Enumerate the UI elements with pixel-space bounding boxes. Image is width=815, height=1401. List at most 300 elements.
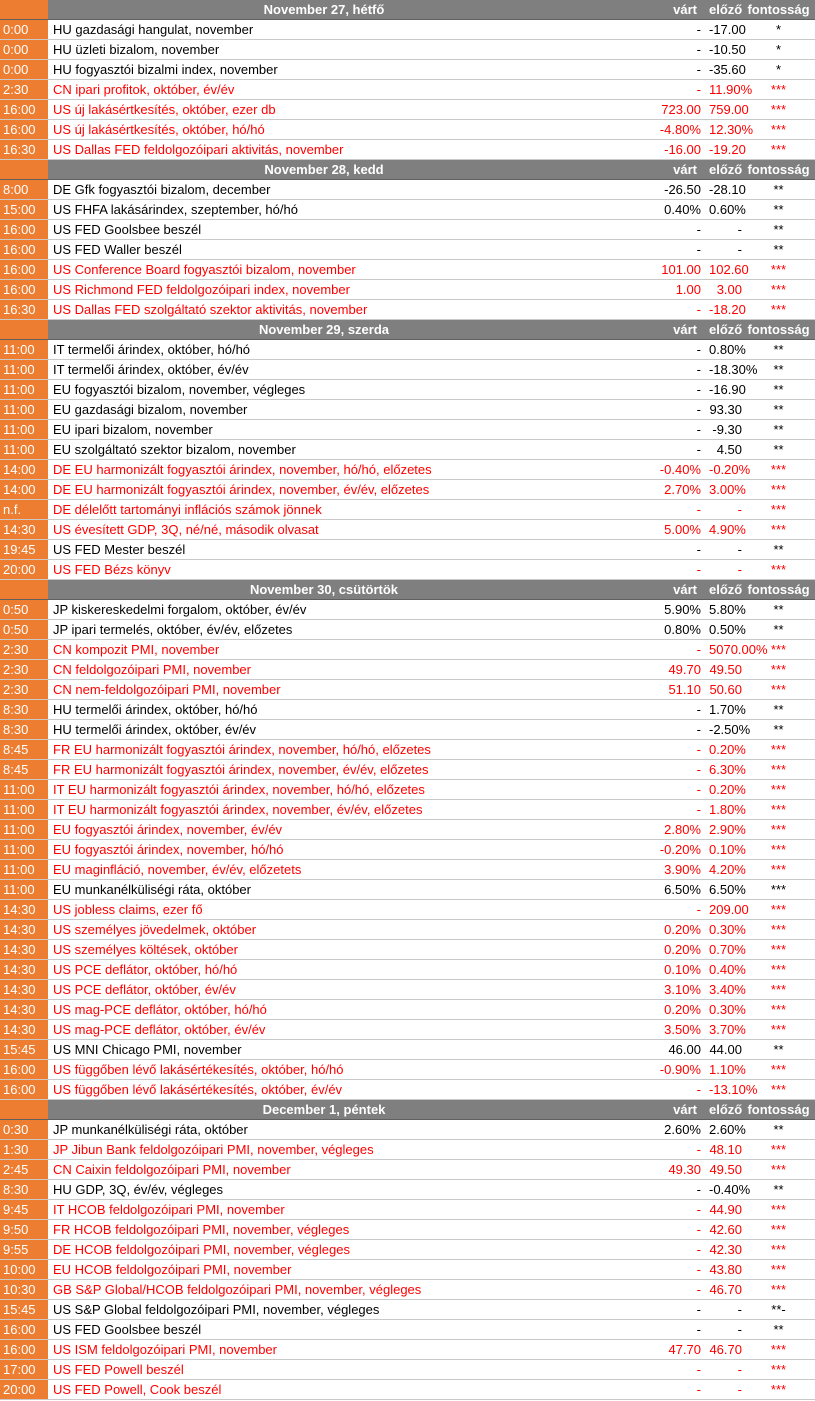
- event-time: 8:30: [0, 1180, 48, 1200]
- event-time: 16:00: [0, 120, 48, 140]
- importance-stars: **: [742, 1120, 815, 1140]
- expected-value: -: [600, 220, 709, 240]
- expected-value: 49.30: [600, 1160, 709, 1180]
- event-time: 15:45: [0, 1300, 48, 1320]
- event-time: 11:00: [0, 820, 48, 840]
- importance-stars: ***: [742, 1080, 815, 1100]
- event-row: [0, 220, 815, 240]
- expected-value: -: [600, 1240, 709, 1260]
- expected-value: 0.20%: [600, 940, 709, 960]
- importance-stars: **: [742, 1040, 815, 1060]
- event-time: 16:00: [0, 260, 48, 280]
- event-time: 16:00: [0, 220, 48, 240]
- event-time: 9:45: [0, 1200, 48, 1220]
- previous-value: 4.20%: [709, 860, 742, 880]
- event-name: IT termelői árindex, október, év/év: [48, 360, 600, 380]
- expected-value: -: [600, 1220, 709, 1240]
- event-row: [0, 660, 815, 680]
- expected-value: -: [600, 1200, 709, 1220]
- event-time: 20:00: [0, 560, 48, 580]
- importance-stars: ***: [742, 660, 815, 680]
- previous-value: 0.70%: [709, 940, 742, 960]
- event-row: [0, 180, 815, 200]
- importance-stars: ***: [742, 100, 815, 120]
- previous-value: 46.70: [709, 1340, 742, 1360]
- event-name: US ISM feldolgozóipari PMI, november: [48, 1340, 600, 1360]
- expected-value: -: [600, 780, 709, 800]
- event-name: HU termelői árindex, október, hó/hó: [48, 700, 600, 720]
- event-row: [0, 280, 815, 300]
- event-name: US jobless claims, ezer fő: [48, 900, 600, 920]
- expected-value: 6.50%: [600, 880, 709, 900]
- expected-value: -0.40%: [600, 460, 709, 480]
- expected-value: -: [600, 20, 709, 40]
- event-time: 1:30: [0, 1140, 48, 1160]
- importance-stars: *: [742, 20, 815, 40]
- importance-stars: **: [742, 360, 815, 380]
- event-row: [0, 1380, 815, 1400]
- event-row: [0, 780, 815, 800]
- previous-value: -35.60: [709, 60, 742, 80]
- event-row: [0, 20, 815, 40]
- event-name: EU szolgáltató szektor bizalom, november: [48, 440, 600, 460]
- day-header: [0, 580, 815, 600]
- expected-value: -: [600, 1180, 709, 1200]
- previous-value: 93.30: [709, 400, 742, 420]
- previous-value: 3.40%: [709, 980, 742, 1000]
- importance-stars: ***: [742, 300, 815, 320]
- expected-value: -: [600, 380, 709, 400]
- event-time: 11:00: [0, 440, 48, 460]
- event-row: [0, 800, 815, 820]
- event-time: 0:00: [0, 60, 48, 80]
- event-row: [0, 400, 815, 420]
- event-name: EU ipari bizalom, november: [48, 420, 600, 440]
- event-name: US új lakásértkesítés, október, ezer db: [48, 100, 600, 120]
- day-header: [0, 1100, 815, 1120]
- event-row: [0, 500, 815, 520]
- importance-stars: ***: [742, 1200, 815, 1220]
- previous-value: 1.10%: [709, 1060, 742, 1080]
- previous-value: 5070.00%: [709, 640, 742, 660]
- event-name: EU fogyasztói árindex, november, hó/hó: [48, 840, 600, 860]
- event-time: 8:30: [0, 720, 48, 740]
- previous-value: -28.10: [709, 180, 742, 200]
- event-row: [0, 1220, 815, 1240]
- importance-stars: ***: [742, 960, 815, 980]
- previous-value: 0.40%: [709, 960, 742, 980]
- importance-column-header: fontosság: [742, 1100, 815, 1120]
- event-name: US FED Bézs könyv: [48, 560, 600, 580]
- event-row: [0, 340, 815, 360]
- previous-value: 5.80%: [709, 600, 742, 620]
- event-name: HU termelői árindex, október, év/év: [48, 720, 600, 740]
- expected-value: 5.90%: [600, 600, 709, 620]
- previous-value: 0.20%: [709, 740, 742, 760]
- event-time: 15:00: [0, 200, 48, 220]
- importance-stars: ***: [742, 980, 815, 1000]
- expected-value: -: [600, 420, 709, 440]
- event-row: [0, 300, 815, 320]
- event-row: [0, 120, 815, 140]
- importance-column-header: fontosság: [742, 0, 815, 20]
- event-name: US PCE deflátor, október, év/év: [48, 980, 600, 1000]
- event-row: [0, 540, 815, 560]
- expected-value: -4.80%: [600, 120, 709, 140]
- previous-value: 3.70%: [709, 1020, 742, 1040]
- expected-value: -: [600, 720, 709, 740]
- event-row: [0, 860, 815, 880]
- event-row: [0, 700, 815, 720]
- importance-stars: ***: [742, 1160, 815, 1180]
- event-row: [0, 1160, 815, 1180]
- event-name: US FED Waller beszél: [48, 240, 600, 260]
- event-time: 9:55: [0, 1240, 48, 1260]
- event-time: 0:30: [0, 1120, 48, 1140]
- day-title: November 28, kedd: [48, 160, 600, 180]
- event-time: 14:30: [0, 1020, 48, 1040]
- importance-stars: ***: [742, 1380, 815, 1400]
- event-name: US személyes költések, október: [48, 940, 600, 960]
- previous-value: -0.40%: [709, 1180, 742, 1200]
- importance-stars: ***: [742, 120, 815, 140]
- event-name: US mag-PCE deflátor, október, hó/hó: [48, 1000, 600, 1020]
- event-name: GB S&P Global/HCOB feldolgozóipari PMI, november, végleges: [48, 1280, 600, 1300]
- event-name: US mag-PCE deflátor, október, év/év: [48, 1020, 600, 1040]
- previous-value: 3.00: [709, 280, 742, 300]
- expected-value: 0.40%: [600, 200, 709, 220]
- day-header: [0, 0, 815, 20]
- previous-value: 0.30%: [709, 1000, 742, 1020]
- expected-value: -: [600, 800, 709, 820]
- expected-value: -: [600, 740, 709, 760]
- event-row: [0, 460, 815, 480]
- importance-stars: ***: [742, 1280, 815, 1300]
- expected-value: -: [600, 1280, 709, 1300]
- event-name: IT EU harmonizált fogyasztói árindex, november, hó/hó, előzetes: [48, 780, 600, 800]
- event-name: IT EU harmonizált fogyasztói árindex, november, év/év, előzetes: [48, 800, 600, 820]
- expected-value: -: [600, 900, 709, 920]
- importance-stars: ***: [742, 1060, 815, 1080]
- event-row: [0, 560, 815, 580]
- expected-value: -16.00: [600, 140, 709, 160]
- expected-value: -: [600, 240, 709, 260]
- event-row: [0, 1060, 815, 1080]
- expected-value: -26.50: [600, 180, 709, 200]
- previous-value: 3.00%: [709, 480, 742, 500]
- day-title: November 29, szerda: [48, 320, 600, 340]
- event-time: 0:50: [0, 600, 48, 620]
- importance-stars: ***: [742, 1260, 815, 1280]
- previous-value: 2.90%: [709, 820, 742, 840]
- event-time: 2:30: [0, 660, 48, 680]
- event-name: US Dallas FED szolgáltató szektor aktivitás, november: [48, 300, 600, 320]
- event-name: FR HCOB feldolgozóipari PMI, november, végleges: [48, 1220, 600, 1240]
- previous-value: 1.70%: [709, 700, 742, 720]
- event-name: US függőben lévő lakásértékesítés, október, év/év: [48, 1080, 600, 1100]
- event-row: [0, 1360, 815, 1380]
- previous-value: 0.20%: [709, 780, 742, 800]
- previous-value: 43.80: [709, 1260, 742, 1280]
- expected-value: -: [600, 300, 709, 320]
- event-time: 2:30: [0, 680, 48, 700]
- event-time: 11:00: [0, 880, 48, 900]
- importance-stars: ***: [742, 1220, 815, 1240]
- event-name: EU fogyasztói bizalom, november, végleges: [48, 380, 600, 400]
- importance-stars: **: [742, 240, 815, 260]
- event-row: [0, 1120, 815, 1140]
- event-name: DE HCOB feldolgozóipari PMI, november, végleges: [48, 1240, 600, 1260]
- expected-value: 101.00: [600, 260, 709, 280]
- previous-value: 4.90%: [709, 520, 742, 540]
- event-time: 11:00: [0, 420, 48, 440]
- expected-value: -: [600, 400, 709, 420]
- importance-stars: *: [742, 60, 815, 80]
- importance-stars: **: [742, 1320, 815, 1340]
- previous-value: -: [709, 1320, 742, 1340]
- importance-stars: ***: [742, 680, 815, 700]
- event-name: IT termelői árindex, október, hó/hó: [48, 340, 600, 360]
- expected-value: 3.90%: [600, 860, 709, 880]
- expected-value: 0.20%: [600, 920, 709, 940]
- event-row: [0, 1180, 815, 1200]
- expected-value: -: [600, 360, 709, 380]
- event-name: US FED Mester beszél: [48, 540, 600, 560]
- previous-value: 2.60%: [709, 1120, 742, 1140]
- event-name: IT HCOB feldolgozóipari PMI, november: [48, 1200, 600, 1220]
- importance-stars: ***: [742, 280, 815, 300]
- importance-stars: **: [742, 220, 815, 240]
- event-time: 16:00: [0, 1080, 48, 1100]
- previous-value: 44.00: [709, 1040, 742, 1060]
- expected-value: 723.00: [600, 100, 709, 120]
- event-time: 17:00: [0, 1360, 48, 1380]
- importance-stars: ***: [742, 520, 815, 540]
- importance-stars: ***: [742, 1360, 815, 1380]
- event-name: JP Jibun Bank feldolgozóipari PMI, november, végleges: [48, 1140, 600, 1160]
- day-header-time-cell: [0, 580, 48, 600]
- day-header: [0, 160, 815, 180]
- event-time: 14:30: [0, 900, 48, 920]
- event-time: 14:30: [0, 940, 48, 960]
- previous-value: -: [709, 560, 742, 580]
- event-time: 8:00: [0, 180, 48, 200]
- event-row: [0, 880, 815, 900]
- expected-value: -: [600, 1380, 709, 1400]
- importance-stars: ***: [742, 780, 815, 800]
- expected-value: 1.00: [600, 280, 709, 300]
- previous-value: 11.90%: [709, 80, 742, 100]
- expected-value: -0.90%: [600, 1060, 709, 1080]
- event-row: [0, 840, 815, 860]
- event-time: 16:00: [0, 1320, 48, 1340]
- event-name: US FHFA lakásárindex, szeptember, hó/hó: [48, 200, 600, 220]
- previous-value: -9.30: [709, 420, 742, 440]
- previous-value: 0.10%: [709, 840, 742, 860]
- day-title: November 27, hétfő: [48, 0, 600, 20]
- previous-value: -: [709, 500, 742, 520]
- expected-value: 2.80%: [600, 820, 709, 840]
- event-name: FR EU harmonizált fogyasztói árindex, november, hó/hó, előzetes: [48, 740, 600, 760]
- event-row: [0, 100, 815, 120]
- expected-value: 2.60%: [600, 1120, 709, 1140]
- importance-stars: *: [742, 40, 815, 60]
- event-name: HU GDP, 3Q, év/év, végleges: [48, 1180, 600, 1200]
- expected-value: -0.20%: [600, 840, 709, 860]
- expected-value: -: [600, 560, 709, 580]
- importance-column-header: fontosság: [742, 160, 815, 180]
- event-row: [0, 520, 815, 540]
- event-row: [0, 440, 815, 460]
- previous-value: 42.60: [709, 1220, 742, 1240]
- previous-value: -17.00: [709, 20, 742, 40]
- expected-value: 2.70%: [600, 480, 709, 500]
- previous-value: -19.20: [709, 140, 742, 160]
- event-time: 11:00: [0, 780, 48, 800]
- previous-value: -18.30%: [709, 360, 742, 380]
- event-time: 19:45: [0, 540, 48, 560]
- event-name: CN nem-feldolgozóipari PMI, november: [48, 680, 600, 700]
- event-time: 11:00: [0, 380, 48, 400]
- event-time: 2:45: [0, 1160, 48, 1180]
- event-time: 11:00: [0, 840, 48, 860]
- previous-value: -: [709, 240, 742, 260]
- event-row: [0, 980, 815, 1000]
- expected-value: -: [600, 1300, 709, 1320]
- previous-value: -: [709, 1300, 742, 1320]
- event-time: 16:00: [0, 280, 48, 300]
- previous-value: 46.70: [709, 1280, 742, 1300]
- event-time: 14:30: [0, 520, 48, 540]
- importance-stars: ***: [742, 260, 815, 280]
- event-name: DE Gfk fogyasztói bizalom, december: [48, 180, 600, 200]
- previous-value: 44.90: [709, 1200, 742, 1220]
- event-row: [0, 380, 815, 400]
- event-row: [0, 680, 815, 700]
- event-time: 16:30: [0, 300, 48, 320]
- event-row: [0, 1140, 815, 1160]
- event-row: [0, 420, 815, 440]
- importance-stars: ***: [742, 840, 815, 860]
- event-time: 14:30: [0, 980, 48, 1000]
- importance-stars: ***: [742, 500, 815, 520]
- event-name: JP ipari termelés, október, év/év, előzetes: [48, 620, 600, 640]
- event-name: DE EU harmonizált fogyasztói árindex, november, hó/hó, előzetes: [48, 460, 600, 480]
- expected-column-header: várt: [600, 160, 709, 180]
- event-row: [0, 1320, 815, 1340]
- previous-value: -13.10%: [709, 1080, 742, 1100]
- day-header-time-cell: [0, 1100, 48, 1120]
- event-row: [0, 1340, 815, 1360]
- event-name: US új lakásértkesítés, október, hó/hó: [48, 120, 600, 140]
- event-row: [0, 720, 815, 740]
- event-time: 16:00: [0, 1060, 48, 1080]
- importance-stars: ***: [742, 860, 815, 880]
- expected-value: -: [600, 700, 709, 720]
- expected-value: -: [600, 1320, 709, 1340]
- event-time: 14:00: [0, 460, 48, 480]
- expected-column-header: várt: [600, 1100, 709, 1120]
- event-row: [0, 820, 815, 840]
- event-time: 14:30: [0, 1000, 48, 1020]
- importance-stars: **: [742, 600, 815, 620]
- previous-column-header: előző: [709, 0, 742, 20]
- importance-stars: ***: [742, 1020, 815, 1040]
- event-row: [0, 760, 815, 780]
- event-name: CN ipari profitok, október, év/év: [48, 80, 600, 100]
- event-row: [0, 1240, 815, 1260]
- previous-value: 6.30%: [709, 760, 742, 780]
- previous-value: -18.20: [709, 300, 742, 320]
- event-row: [0, 1020, 815, 1040]
- importance-stars: ***: [742, 740, 815, 760]
- event-time: 0:00: [0, 40, 48, 60]
- importance-stars: ***: [742, 900, 815, 920]
- event-row: [0, 1200, 815, 1220]
- expected-value: -: [600, 340, 709, 360]
- previous-value: 6.50%: [709, 880, 742, 900]
- event-row: [0, 600, 815, 620]
- previous-value: 50.60: [709, 680, 742, 700]
- importance-stars: ***: [742, 560, 815, 580]
- event-time: n.f.: [0, 500, 48, 520]
- importance-stars: ***: [742, 480, 815, 500]
- previous-column-header: előző: [709, 580, 742, 600]
- expected-value: -: [600, 500, 709, 520]
- importance-stars: ***: [742, 1340, 815, 1360]
- importance-stars: **: [742, 620, 815, 640]
- importance-stars: **: [742, 720, 815, 740]
- previous-value: -: [709, 1360, 742, 1380]
- event-time: 8:45: [0, 760, 48, 780]
- event-row: [0, 360, 815, 380]
- expected-value: 0.80%: [600, 620, 709, 640]
- importance-stars: **: [742, 400, 815, 420]
- previous-value: 102.60: [709, 260, 742, 280]
- expected-value: -: [600, 440, 709, 460]
- importance-stars: **: [742, 700, 815, 720]
- importance-column-header: fontosság: [742, 320, 815, 340]
- event-name: US Dallas FED feldolgozóipari aktivitás, november: [48, 140, 600, 160]
- event-name: DE EU harmonizált fogyasztói árindex, november, év/év, előzetes: [48, 480, 600, 500]
- event-time: 8:30: [0, 700, 48, 720]
- event-row: [0, 900, 815, 920]
- importance-stars: ***: [742, 880, 815, 900]
- expected-column-header: várt: [600, 320, 709, 340]
- day-header-time-cell: [0, 160, 48, 180]
- expected-value: 46.00: [600, 1040, 709, 1060]
- expected-value: -: [600, 40, 709, 60]
- event-row: [0, 1280, 815, 1300]
- event-row: [0, 940, 815, 960]
- event-name: US MNI Chicago PMI, november: [48, 1040, 600, 1060]
- previous-value: 42.30: [709, 1240, 742, 1260]
- event-time: 20:00: [0, 1380, 48, 1400]
- expected-value: -: [600, 1140, 709, 1160]
- previous-value: 12.30%: [709, 120, 742, 140]
- importance-stars: ***: [742, 760, 815, 780]
- importance-stars: ***: [742, 640, 815, 660]
- event-name: HU fogyasztói bizalmi index, november: [48, 60, 600, 80]
- event-name: EU HCOB feldolgozóipari PMI, november: [48, 1260, 600, 1280]
- event-row: [0, 1040, 815, 1060]
- event-row: [0, 620, 815, 640]
- importance-stars: **: [742, 540, 815, 560]
- event-name: HU gazdasági hangulat, november: [48, 20, 600, 40]
- event-name: EU gazdasági bizalom, november: [48, 400, 600, 420]
- event-name: FR EU harmonizált fogyasztói árindex, november, év/év, előzetes: [48, 760, 600, 780]
- event-time: 9:50: [0, 1220, 48, 1240]
